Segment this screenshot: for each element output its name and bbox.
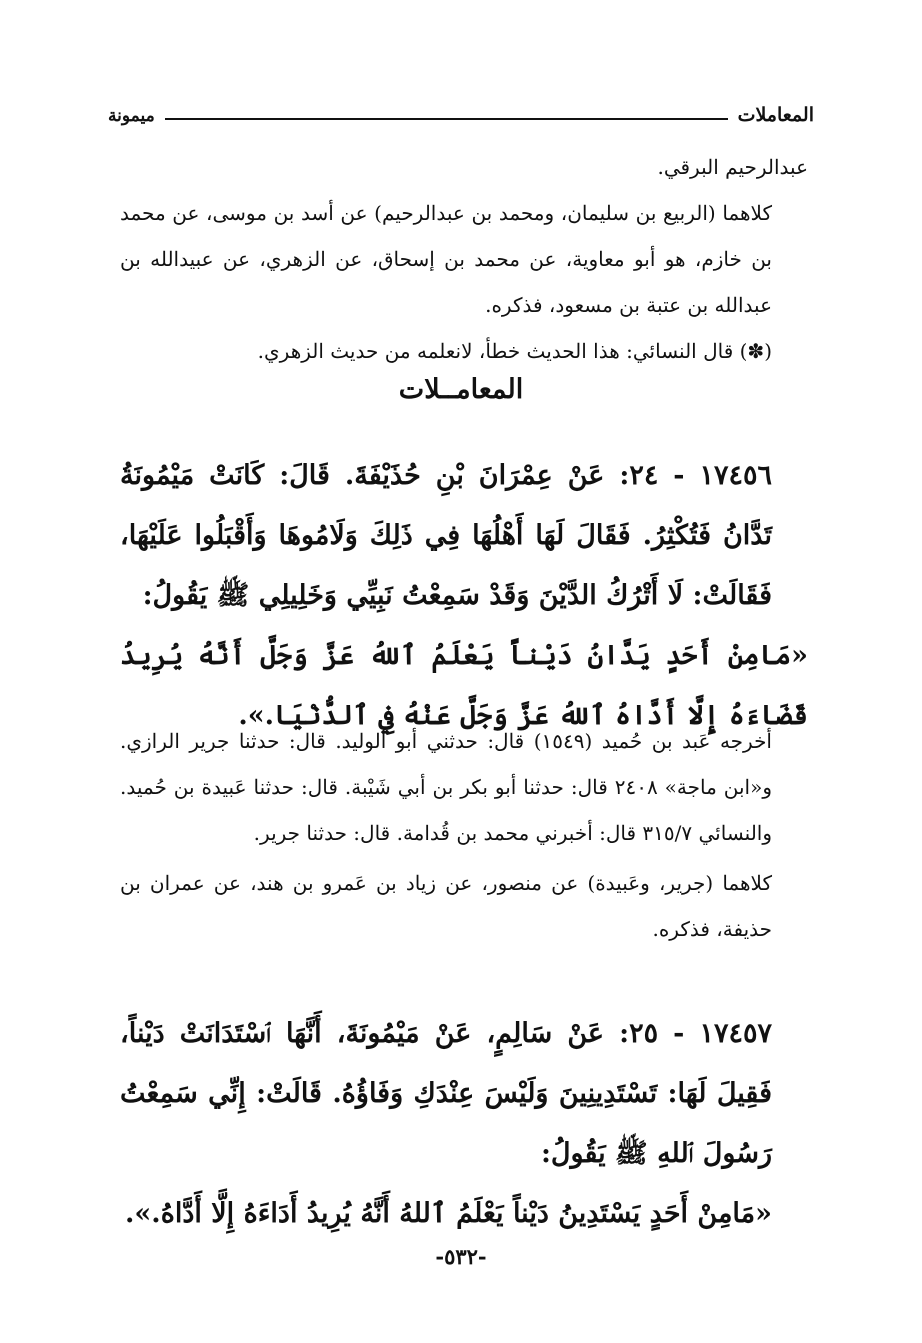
header-rule — [165, 118, 728, 120]
nasai-note: (✽) قال النسائي: هذا الحديث خطأ، لانعلمه من حديث الزهري. — [257, 339, 772, 363]
hadith-quote: «مَامِنْ أَحَدٍ يَدَّانُ دَيْناً يَعْلَمُ ٱللهُ عَزَّ وَجَلَّ أَنَّهُ يُرِيدُ قَضَاءَهُ إِلَّا أَدَّاهُ ٱللهُ عَزَّ وَجَلَّ عَنْهُ فِي ٱلدُّنْيَا.». — [120, 640, 808, 731]
hadith-text: ١٧٤٥٧ - ٢٥: عَنْ سَالِمٍ، عَنْ مَيْمُونَةَ، أَنَّهَا ٱسْتَدَانَتْ دَيْناً، فَقِيلَ لَهَا: تَسْتَدِينِينَ وَلَيْسَ عِنْدَكِ وَفَاؤُهُ. قَالَتْ: إِنِّي سَمِعْتُ رَسُولَ ٱللهِ ﷺ يَقُولُ: — [120, 1018, 772, 1169]
takhrij-17456 — [120, 718, 808, 952]
hadith-17457 — [120, 1004, 808, 1244]
takhrij-paragraph: أخرجه عَبد بن حُميد (١٥٤٩) قال: حدثني أبو الوليد. قال: حدثنا جرير الرازي. و«ابن ماجة» ٢٤٠٨ قال: حدثنا أبو بكر بن أبي شَيْبة. قال: حدثنا عَبيدة بن حُميد. والنسائي ٣١٥/٧ قال: أخبرني محمد بن قُدامة. قال: حدثنا جرير. — [120, 729, 772, 845]
hadith-text: ١٧٤٥٦ - ٢٤: عَنْ عِمْرَانَ بْنِ حُذَيْفَةَ. قَالَ: كَانَتْ مَيْمُونَةُ تَدَّانُ فَتُكْثِرُ. فَقَالَ لَهَا أَهْلُهَا فِي ذَلِكَ وَلَامُوهَا وَأَقْبَلُوا عَلَيْهَا، فَقَالَتْ: لَا أَتْرُكُ الدَّيْنَ وَقَدْ سَمِعْتُ نَبِيِّي وَخَلِيلِي ﷺ يَقُولُ: — [120, 460, 772, 611]
header-section-title: المعاملات — [737, 104, 814, 126]
hadith-17456 — [120, 446, 808, 746]
isnad-line: عبدالرحيم البرقي. — [657, 155, 808, 179]
isnad-paragraph: كلاهما (الربيع بن سليمان، ومحمد بن عبدالرحيم) عن أسد بن موسى، عن محمد بن خازم، هو أبو معاوية، عن محمد بن إسحاق، عن الزهري، عن عبيدالله بن عبدالله بن عتبة بن مسعود، فذكره. — [120, 201, 772, 317]
takhrij-paragraph-2: كلاهما (جرير، وعَبيدة) عن منصور، عن زياد بن عَمرو بن هند، عن عمران بن حذيفة، فذكره. — [120, 871, 772, 941]
hadith-quote: «مَامِنْ أَحَدٍ يَسْتَدِينُ دَيْناً يَعْلَمُ ٱللهُ أَنَّهُ يُرِيدُ أَدَاءَهُ إِلَّا أَدَّاهُ.». — [125, 1198, 772, 1229]
page-number: -٥٣٢- — [435, 1244, 487, 1269]
isnad-continuation — [120, 144, 808, 374]
running-header — [108, 92, 814, 126]
chapter-title: المعامــلات — [398, 374, 524, 405]
header-person-name: ميمونة — [108, 106, 155, 126]
